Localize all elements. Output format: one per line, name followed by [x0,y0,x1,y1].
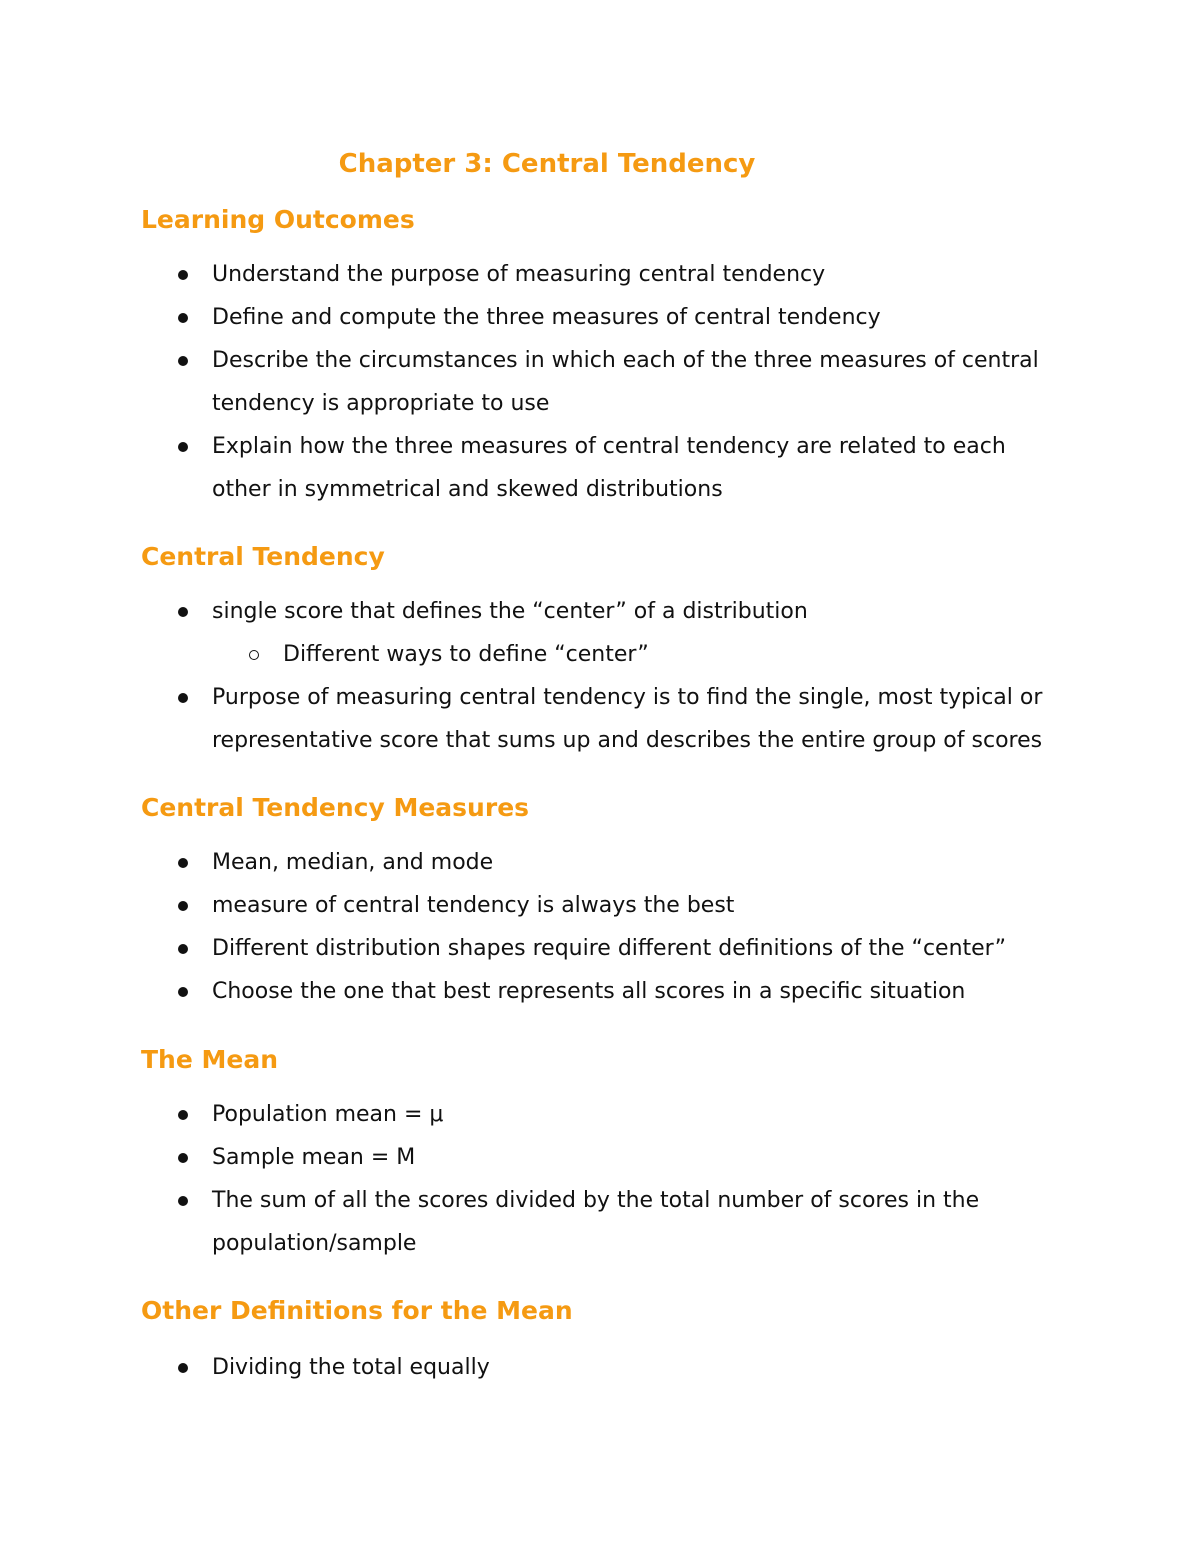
list-item: Understand the purpose of measuring central tendency [212,262,826,287]
section-heading-other-definitions: Other Definitions for the Mean [141,1296,573,1325]
bullet-icon [178,693,188,703]
list-item: Purpose of measuring central tendency is to find the single, most typical or [212,685,1043,710]
list-item-continuation: tendency is appropriate to use [212,391,550,416]
list-item: The sum of all the scores divided by the total number of scores in the [212,1188,980,1213]
list-item: Choose the one that best represents all scores in a specific situation [212,979,966,1004]
list-item: Describe the circumstances in which each of the three measures of central [212,348,1039,373]
list-item: Mean, median, and mode [212,850,494,875]
bullet-icon [178,901,188,911]
list-item-continuation: other in symmetrical and skewed distributions [212,477,723,502]
list-item: Population mean = μ [212,1102,444,1127]
bullet-icon [178,987,188,997]
bullet-icon [178,356,188,366]
list-item: Different distribution shapes require different definitions of the “center” [212,936,1007,961]
sub-bullet-icon [249,650,259,660]
list-item: Define and compute the three measures of central tendency [212,305,881,330]
section-heading-learning-outcomes: Learning Outcomes [141,205,415,234]
list-sub-item: Different ways to define “center” [283,642,649,667]
bullet-icon [178,1153,188,1163]
bullet-icon [178,1196,188,1206]
bullet-icon [178,944,188,954]
list-item: Explain how the three measures of central tendency are related to each [212,434,1006,459]
list-item: Sample mean = M [212,1145,416,1170]
bullet-icon [178,442,188,452]
bullet-icon [178,1363,188,1373]
bullet-icon [178,1110,188,1120]
bullet-icon [178,858,188,868]
list-item-continuation: population/sample [212,1231,417,1256]
bullet-icon [178,313,188,323]
bullet-icon [178,270,188,280]
bullet-icon [178,607,188,617]
page-title: Chapter 3: Central Tendency [338,149,756,179]
section-heading-central-tendency: Central Tendency [141,542,385,571]
list-item: measure of central tendency is always the best [212,893,735,918]
section-heading-the-mean: The Mean [141,1045,279,1074]
list-item: single score that defines the “center” of a distribution [212,599,808,624]
list-item: Dividing the total equally [212,1355,490,1380]
section-heading-central-tendency-measures: Central Tendency Measures [141,793,530,822]
list-item-continuation: representative score that sums up and describes the entire group of scores [212,728,1043,753]
